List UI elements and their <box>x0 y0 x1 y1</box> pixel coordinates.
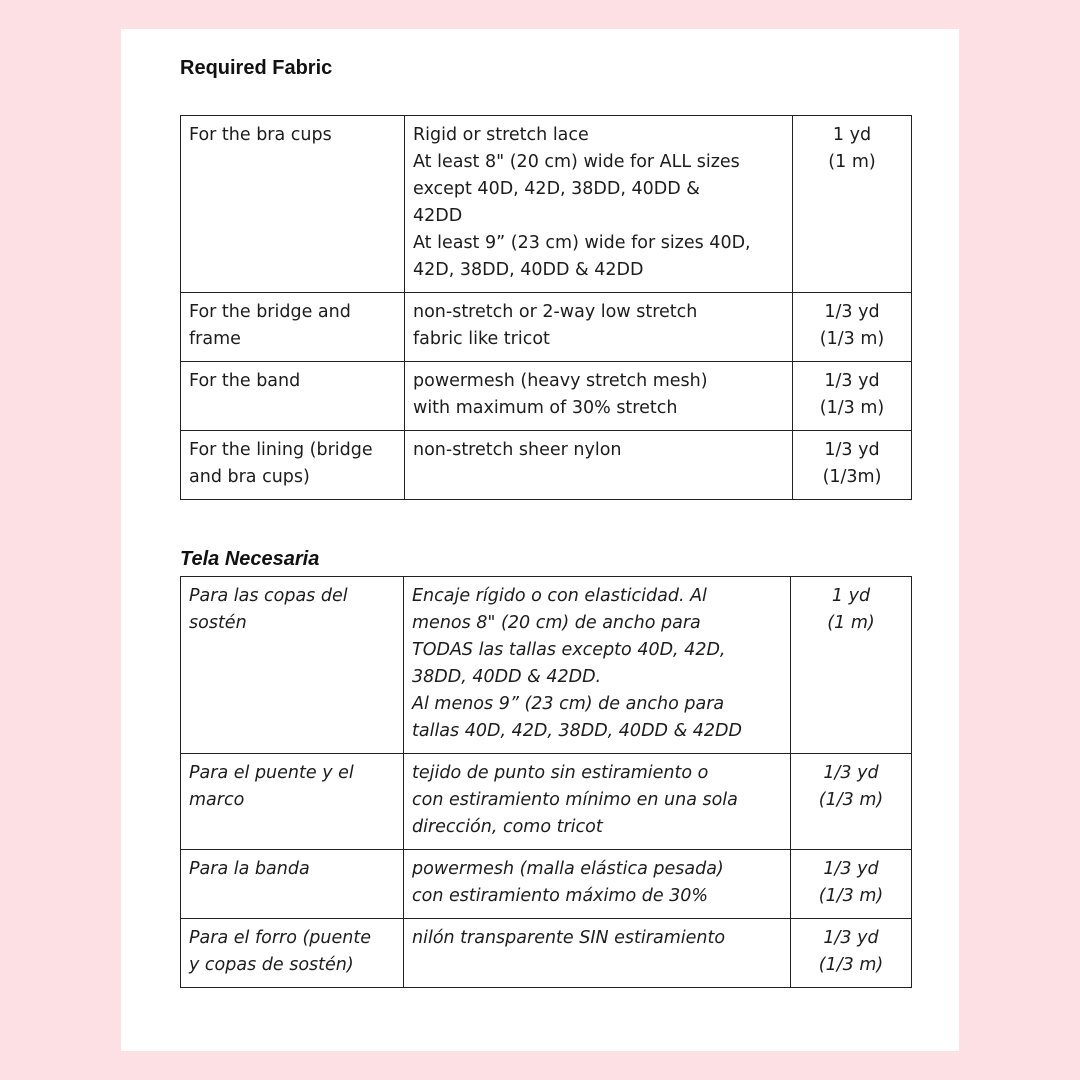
fabric-use-cell <box>181 850 404 919</box>
amount-cell <box>793 362 912 431</box>
fabric-description-cell <box>405 362 793 431</box>
cell-text-line: Rigid or stretch lace <box>413 125 589 145</box>
cell-text-line: and bra cups) <box>189 467 310 487</box>
amount-cell <box>791 754 912 850</box>
table-row <box>181 362 912 431</box>
amount-cell <box>793 293 912 362</box>
fabric-use-cell <box>181 754 404 850</box>
fabric-use-cell <box>181 919 404 988</box>
cell-text-line: menos 8" (20 cm) de ancho para <box>412 613 701 633</box>
table-row <box>181 577 912 754</box>
cell-text-line: TODAS las tallas excepto 40D, 42D, <box>412 640 726 660</box>
table-row <box>181 919 912 988</box>
table-row <box>181 431 912 500</box>
cell-text-line: For the band <box>189 371 301 391</box>
fabric-use-cell <box>181 116 405 293</box>
cell-text-line: (1/3 m) <box>818 886 884 906</box>
cell-text-line: nilón transparente SIN estiramiento <box>412 928 726 948</box>
cell-text-line: tejido de punto sin estiramiento o <box>412 763 709 783</box>
cell-text-line: 1/3 yd <box>824 371 880 391</box>
cell-text-line: At least 9” (23 cm) wide for sizes 40D, <box>413 233 751 253</box>
table-row <box>181 754 912 850</box>
cell-text-line: fabric like tricot <box>413 329 550 349</box>
cell-text-line: except 40D, 42D, 38DD, 40DD & <box>413 179 700 199</box>
amount-cell <box>791 919 912 988</box>
cell-text-line: 1/3 yd <box>823 859 879 879</box>
fabric-description-cell <box>404 919 791 988</box>
cell-text-line: tallas 40D, 42D, 38DD, 40DD & 42DD <box>412 721 743 741</box>
cell-text-line: For the lining (bridge <box>189 440 373 460</box>
amount-cell <box>793 116 912 293</box>
cell-text-line: powermesh (malla elástica pesada) <box>412 859 724 879</box>
cell-text-line: 1/3 yd <box>823 928 879 948</box>
cell-text-line: con estiramiento máximo de 30% <box>412 886 709 906</box>
cell-text-line: Para el puente y el <box>189 763 354 783</box>
amount-cell <box>791 850 912 919</box>
cell-text-line: powermesh (heavy stretch mesh) <box>413 371 708 391</box>
fabric-description-cell <box>404 850 791 919</box>
cell-text-line: dirección, como tricot <box>412 817 603 837</box>
cell-text-line: 1/3 yd <box>823 763 879 783</box>
cell-text-line: (1/3m) <box>822 467 882 487</box>
cell-text-line: (1 m) <box>827 613 875 633</box>
cell-text-line: 1 yd <box>831 586 871 606</box>
cell-text-line: For the bridge and <box>189 302 351 322</box>
tela-necesaria-table <box>180 576 912 988</box>
cell-text-line: con estiramiento mínimo en una sola <box>412 790 738 810</box>
amount-cell <box>793 431 912 500</box>
required-fabric-table <box>180 115 912 500</box>
cell-text-line: For the bra cups <box>189 125 332 145</box>
fabric-description-cell <box>405 293 793 362</box>
cell-text-line: frame <box>189 329 241 349</box>
cell-text-line: Para el forro (puente <box>189 928 371 948</box>
fabric-use-cell <box>181 362 405 431</box>
fabric-description-cell <box>404 577 791 754</box>
cell-text-line: y copas de sostén) <box>189 955 354 975</box>
table-row <box>181 850 912 919</box>
fabric-use-cell <box>181 577 404 754</box>
cell-text-line: with maximum of 30% stretch <box>413 398 678 418</box>
cell-text-line: non-stretch sheer nylon <box>413 440 622 460</box>
cell-text-line: 1 yd <box>832 125 872 145</box>
fabric-use-cell <box>181 293 405 362</box>
cell-text-line: Para la banda <box>189 859 310 879</box>
cell-text-line: sostén <box>189 613 247 633</box>
section-title-tela-necesaria: Tela Necesaria <box>180 548 320 570</box>
cell-text-line: non-stretch or 2-way low stretch <box>413 302 698 322</box>
cell-text-line: 42D, 38DD, 40DD & 42DD <box>413 260 644 280</box>
amount-cell <box>791 577 912 754</box>
fabric-description-cell <box>404 754 791 850</box>
fabric-description-cell <box>405 116 793 293</box>
cell-text-line: (1/3 m) <box>818 955 884 975</box>
fabric-use-cell <box>181 431 405 500</box>
cell-text-line: (1/3 m) <box>819 329 885 349</box>
cell-text-line: 38DD, 40DD & 42DD. <box>412 667 602 687</box>
document-page <box>121 29 959 1051</box>
cell-text-line: Encaje rígido o con elasticidad. Al <box>412 586 707 606</box>
table-row <box>181 116 912 293</box>
cell-text-line: (1 m) <box>828 152 876 172</box>
cell-text-line: 1/3 yd <box>824 440 880 460</box>
cell-text-line: Para las copas del <box>189 586 348 606</box>
cell-text-line: 42DD <box>413 206 463 226</box>
table-row <box>181 293 912 362</box>
cell-text-line: Al menos 9” (23 cm) de ancho para <box>412 694 725 714</box>
section-title-required-fabric: Required Fabric <box>180 57 333 79</box>
cell-text-line: (1/3 m) <box>819 398 885 418</box>
cell-text-line: (1/3 m) <box>818 790 884 810</box>
cell-text-line: marco <box>189 790 245 810</box>
cell-text-line: 1/3 yd <box>824 302 880 322</box>
fabric-description-cell <box>405 431 793 500</box>
cell-text-line: At least 8" (20 cm) wide for ALL sizes <box>413 152 740 172</box>
